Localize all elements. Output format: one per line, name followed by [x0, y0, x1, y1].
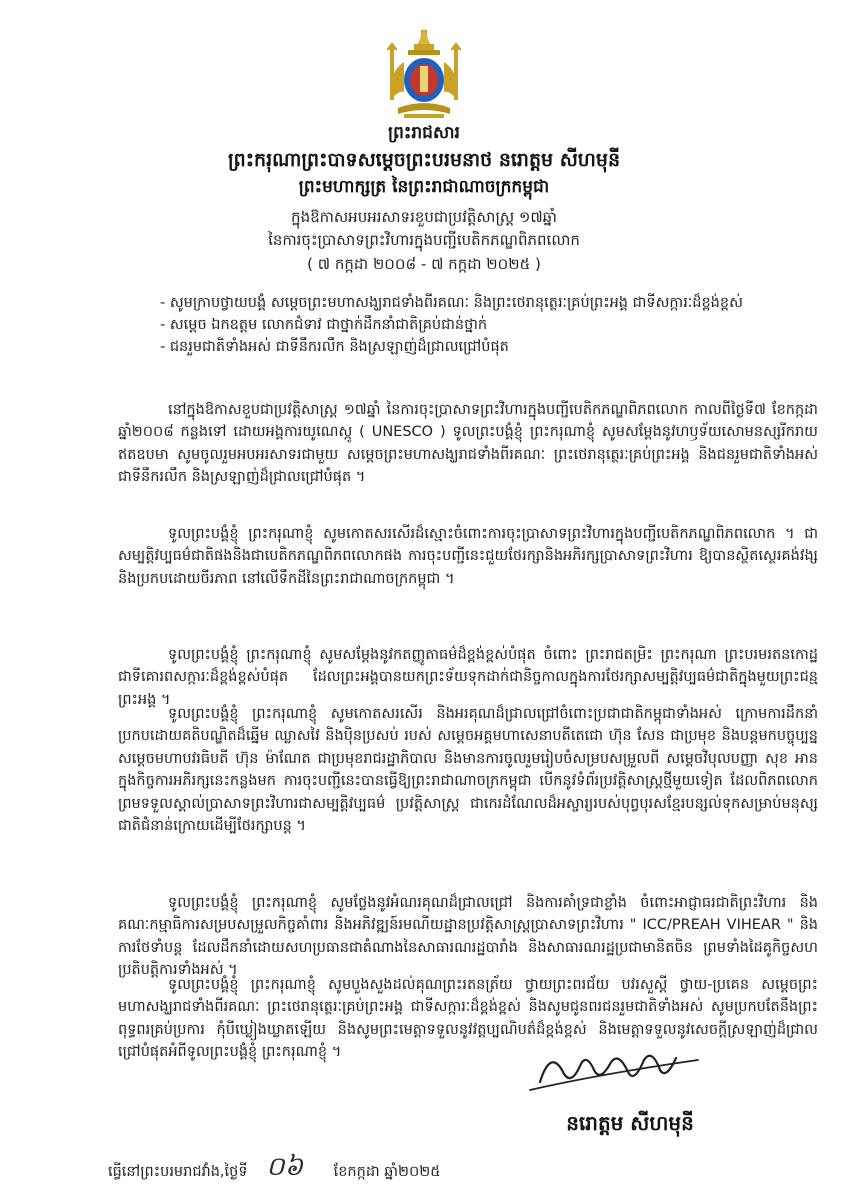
addressee-item: - សម្តេច ឯកឧត្តម លោកជំទាវ ជាថ្នាក់ដឹកនាំជាតិគ្រប់ជាន់ថ្នាក់: [160, 314, 800, 336]
occasion-line: ក្នុងឱកាសអបអរសាទរខួបជាប្រវត្តិសាស្ត្រ ១៧ឆ្នាំ: [291, 208, 557, 226]
body-paragraph: ទូលព្រះបង្គំខ្ញុំ ព្រះករុណាខ្ញុំ សូមបួងសួងដល់គុណព្រះរតនត្រ័យ ថ្វាយព្រះពរជ័យ បវរសួស្តី ថ្វាយ-ប្រគេន សម្តេចព្រះមហាសង្ឃរាជទាំងពីរគណៈ ព្រះថេរានុត្ថេរៈគ្រប់ព្រះអង្គ ជាទីសក្ការៈដ៏ខ្ពង់ខ្ពស់ និងសូមជូនពរជនរួមជាតិទាំងអស់ សូមប្រកបតែនឹងព្រះពុទ្ធពរគ្រប់ប្រការ កុំបីឃ្លៀងឃ្លាតឡើយ និងសូមព្រះមេត្តាទទួលនូវវត្តប្បណិបត៌ដ៏ខ្ពង់ខ្ពស់ និងមេត្តាទទួលនូវសេចក្តីស្រឡាញ់ដ៏ជ្រាលជ្រៅបំផុតអំពីទូលព្រះបង្គំខ្ញុំ ព្រះករុណាខ្ញុំ ។: [118, 976, 818, 1061]
dateline-prefix: ធ្វើនៅព្រះបរមរាជវាំង,ថ្ងៃទី: [108, 1163, 248, 1180]
signer-name: នរោត្តម សីហមុនី: [566, 1111, 694, 1135]
handwritten-signature: [520, 1030, 720, 1100]
date-range: ( ៧ កក្កដា ២០០៨ - ៧ កក្កដា ២០២៥ ): [307, 255, 541, 273]
royal-arms-emblem-icon: [374, 28, 474, 120]
king-title: ព្រះករុណាព្រះបាទសម្តេចព្រះបរមនាថ នរោត្តម សីហមុនី: [227, 149, 621, 171]
addressee-list: [160, 292, 800, 358]
occasion-line: នៃការចុះប្រាសាទព្រះវិហារក្នុងបញ្ជីបេតិកភណ្ឌពិភពលោក: [268, 231, 580, 249]
body-paragraph: ទូលព្រះបង្គំខ្ញុំ ព្រះករុណាខ្ញុំ សូមសម្តែងនូវកតញ្ញូតាធម៌ដ៏ខ្ពង់ខ្ពស់បំផុត ចំពោះ ព្រះរាជតម្រិះ ព្រះករុណា ព្រះបរមរតនកោដ្ឋ ជាទីគោរពសក្ការៈដ៏ខ្ពង់ខ្ពស់បំផុត ដែលព្រះអង្គបានយកព្រះទ័យទុកដាក់ជានិច្ចកាលក្នុងការថែរក្សាសម្បត្តិវប្បធម៌ជាតិក្នុងមួយព្រះជន្មព្រះអង្គ ។: [118, 646, 818, 708]
body-paragraph: ទូលព្រះបង្គំខ្ញុំ ព្រះករុណាខ្ញុំ សូមថ្លែងនូវអំណរគុណដ៏ជ្រាលជ្រៅ និងការគាំទ្រជាខ្លាំង ចំពោះអាជ្ញាធរជាតិព្រះវិហារ និងគណៈកម្មាធិការសម្របសម្រួលកិច្ចគាំពារ និងអភិវឌ្ឍន៍រមណីយដ្ឋានប្រវត្តិសាស្ត្រប្រាសាទព្រះវិហារ " ICC/PREAH VIHEAR " និងការថែទាំបន្ត ដែលដឹកនាំដោយសហប្រធានជាតំណាងនៃសាធារណរដ្ឋបារាំង និងសាធារណរដ្ឋប្រជាមានិតចិន ព្រមទាំងដៃគូកិច្ចសហប្រតិបត្តិការទាំងអស់ ។: [118, 894, 818, 979]
decree-title: ព្រះរាជសារ: [388, 123, 460, 143]
kingdom-title: ព្រះមហាក្សត្រ នៃព្រះរាជាណាចក្រកម្ពុជា: [298, 177, 550, 197]
addressee-item: - ជនរួមជាតិទាំងអស់ ជាទីនឹករលឹក និងស្រឡាញ់ដ៏ជ្រាលជ្រៅបំផុត: [160, 336, 800, 358]
body-paragraph: ទូលព្រះបង្គំខ្ញុំ ព្រះករុណាខ្ញុំ សូមកោតសរសើរ និងអរគុណដ៏ជ្រាលជ្រៅចំពោះប្រជាជាតិកម្ពុជាទាំងអស់ ក្រោមការដឹកនាំប្រកបដោយគតិបណ្ឌិតដ៏ឆ្នើម ឈ្លាសវៃ និងប៉ិនប្រសប់ របស់ សម្តេចអគ្គមហាសេនាបតីតេជោ ហ៊ុន សែន ជាប្រមុខ និងបន្តមកបច្ចុប្បន្ន សម្តេចមហាបវរធិបតី ហ៊ុន ម៉ាណែត ជាប្រមុខរាជរដ្ឋាភិបាល និងមានការចូលរួមរៀបចំសម្របសម្រួលពី សម្តេចវិបុលបញ្ញា សុខ អាន ក្នុងកិច្ចការអភិរក្សនេះកន្លងមក ការចុះបញ្ជីនេះបានធ្វើឱ្យព្រះរាជាណាចក្រកម្ពុជា បើកនូវទំព័រប្រវត្តិសាស្ត្រថ្មីមួយទៀត ដែលពិភពលោកព្រមទទួលស្គាល់ប្រាសាទព្រះវិហារជាសម្បត្តិវប្បធម៌ ប្រវត្តិសាស្ត្រ ជាកេរដំណែលដ៏អស្ចារ្យរបស់បុព្វបុរសខ្មែរបន្សល់ទុកសម្រាប់មនុស្សជាតិជំនាន់ក្រោយដើម្បីថែរក្សាបន្ត ។: [118, 705, 818, 835]
issue-dateline: [108, 1154, 728, 1192]
body-paragraph: នៅក្នុងឱកាសខួបជាប្រវត្តិសាស្ត្រ ១៧ឆ្នាំ នៃការចុះប្រាសាទព្រះវិហារក្នុងបញ្ជីបេតិកភណ្ឌពិភពលោក កាលពីថ្ងៃទី៧ ខែកក្កដា ឆ្នាំ២០០៨ កន្លងទៅ ដោយអង្គការយូណេស្កូ ( UNESCO ) ទូលព្រះបង្គំខ្ញុំ ព្រះករុណាខ្ញុំ សូមសម្តែងនូវហឫទ័យសោមនស្សរីករាយឥតឧបមា សូមចូលរួមអបអរសាទរជាមួយ សម្តេចព្រះមហាសង្ឃរាជទាំងពីរគណៈ ព្រះថេរានុត្ថេរៈគ្រប់ព្រះអង្គ និងជនរួមជាតិទាំងអស់ ជាទីនឹករលឹក និងស្រឡាញ់ដ៏ជ្រាលជ្រៅបំផុត ។: [118, 401, 818, 486]
dateline-suffix: ខែកក្កដា ឆ្នាំ២០២៥: [333, 1163, 441, 1180]
dateline-day: ០៦: [266, 1152, 303, 1182]
addressee-item: - សូមក្រាបថ្វាយបង្គំ សម្តេចព្រះមហាសង្ឃរាជទាំងពីរគណៈ និងព្រះថេរានុត្ថេរៈគ្រប់ព្រះអង្គ ជាទីសក្ការៈដ៏ខ្ពង់ខ្ពស់: [160, 292, 800, 314]
body-paragraph: ទូលព្រះបង្គំខ្ញុំ ព្រះករុណាខ្ញុំ សូមកោតសរសើរដ៏ស្មោះចំពោះការចុះប្រាសាទព្រះវិហារក្នុងបញ្ជីបេតិកភណ្ឌពិភពលោក ។ ជាសម្បត្តិវប្បធម៌ជាតិផងនិងជាបេតិកភណ្ឌពិភពលោកផង ការចុះបញ្ជីនេះជួយថែរក្សានិងអភិរក្សប្រាសាទព្រះវិហារ ឱ្យបានស្ថិតស្ថេរគង់វង្សនិងប្រកបដោយចីរភាព នៅលើទឹកដីនៃព្រះរាជាណាចក្រកម្ពុជា ។: [118, 525, 818, 587]
